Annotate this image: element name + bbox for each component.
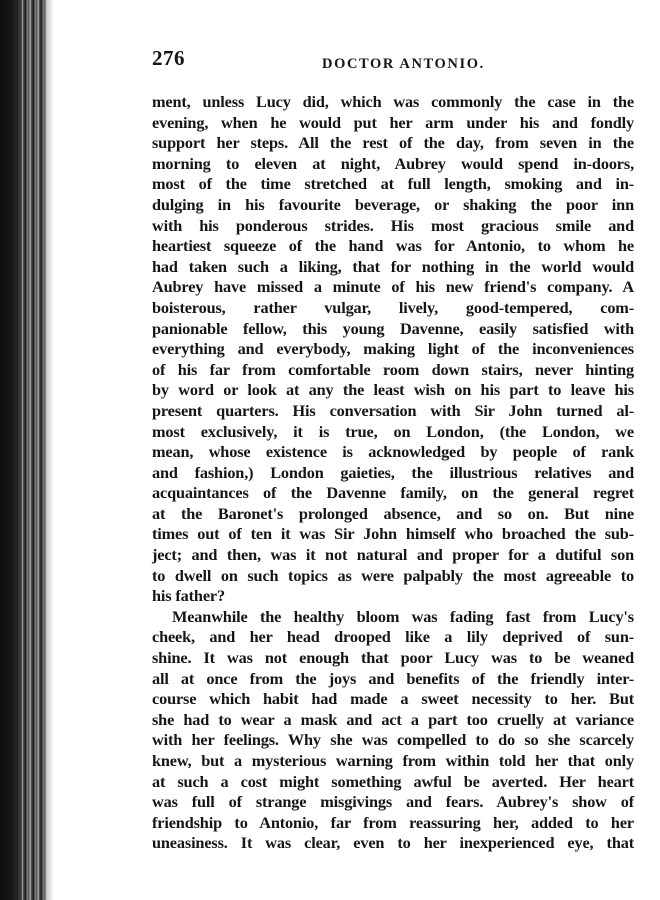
text-line: panionable fellow, this young Davenne, easily satisfied with — [152, 318, 634, 338]
text-line: cheek, and her head drooped like a lily deprived of sun- — [152, 627, 634, 647]
text-line: present quarters. His conversation with Sir John turned al- — [152, 400, 634, 420]
text-line: most exclusively, it is true, on London, (the London, we — [152, 421, 634, 441]
text-line: was full of strange misgivings and fears. Aubrey's show of — [152, 792, 634, 812]
paragraph-end-line: his father? — [152, 586, 225, 606]
text-line: of his far from comfortable room down stairs, never hinting — [152, 359, 634, 379]
text-line: shine. It was not enough that poor Lucy was to be weaned — [152, 648, 634, 668]
text-line: most of the time stretched at full length, smoking and in- — [152, 174, 634, 194]
text-line: ment, unless Lucy did, which was commonly the case in the — [152, 92, 634, 111]
text-line: boisterous, rather vulgar, lively, good-tempered, com- — [152, 297, 634, 317]
text-line: everything and everybody, making light of the inconveniences — [152, 339, 634, 359]
text-line: with her feelings. Why she was compelled to do so she scarcely — [152, 730, 634, 750]
text-line: Aubrey have missed a minute of his new friend's company. A — [152, 277, 634, 297]
text-line: dulging in his favourite beverage, or shaking the poor inn — [152, 194, 634, 214]
text-line: acquaintances of the Davenne family, on the general regret — [152, 483, 634, 503]
text-line: heartiest squeeze of the hand was for Antonio, to whom he — [152, 236, 634, 256]
binding-shadow — [0, 0, 22, 900]
text-line: evening, when he would put her arm under his and fondly — [152, 112, 634, 132]
body-text — [152, 92, 634, 854]
text-line: ject; and then, was it not natural and proper for a dutiful son — [152, 545, 634, 565]
text-line: mean, whose existence is acknowledged by people of rank — [152, 442, 634, 462]
text-line: at such a cost might something awful be averted. Her heart — [152, 771, 634, 791]
page-number: 276 — [152, 46, 185, 70]
running-head-title: DOCTOR ANTONIO. — [322, 56, 485, 72]
paragraph-start-line: Meanwhile the healthy bloom was fading fast from Lucy's — [172, 606, 634, 626]
text-line: uneasiness. It was clear, even to her inexperienced eye, that — [152, 833, 634, 853]
text-line: course which habit had made a sweet necessity to her. But — [152, 689, 634, 709]
text-line: at the Baronet's prolonged absence, and so on. But nine — [152, 503, 634, 523]
text-line: and fashion,) London gaieties, the illustrious relatives and — [152, 462, 634, 482]
page-gutter-shadow — [44, 0, 54, 900]
text-line: had taken such a liking, that for nothing in the world would — [152, 256, 634, 276]
text-line: by word or look at any the least wish on his part to leave his — [152, 380, 634, 400]
text-line: with his ponderous strides. His most gracious smile and — [152, 215, 634, 235]
text-line: morning to eleven at night, Aubrey would spend in-doors, — [152, 153, 634, 173]
text-line: she had to wear a mask and act a part too cruelly at variance — [152, 709, 634, 729]
page-header — [152, 46, 630, 86]
text-line: friendship to Antonio, far from reassuring her, added to her — [152, 812, 634, 832]
text-line: all at once from the joys and benefits of the friendly inter- — [152, 668, 634, 688]
text-line: to dwell on such topics as were palpably the most agreeable to — [152, 565, 634, 585]
text-line: times out of ten it was Sir John himself who broached the sub- — [152, 524, 634, 544]
text-line: support her steps. All the rest of the day, from seven in the — [152, 133, 634, 153]
text-line: knew, but a mysterious warning from within told her that only — [152, 751, 634, 770]
